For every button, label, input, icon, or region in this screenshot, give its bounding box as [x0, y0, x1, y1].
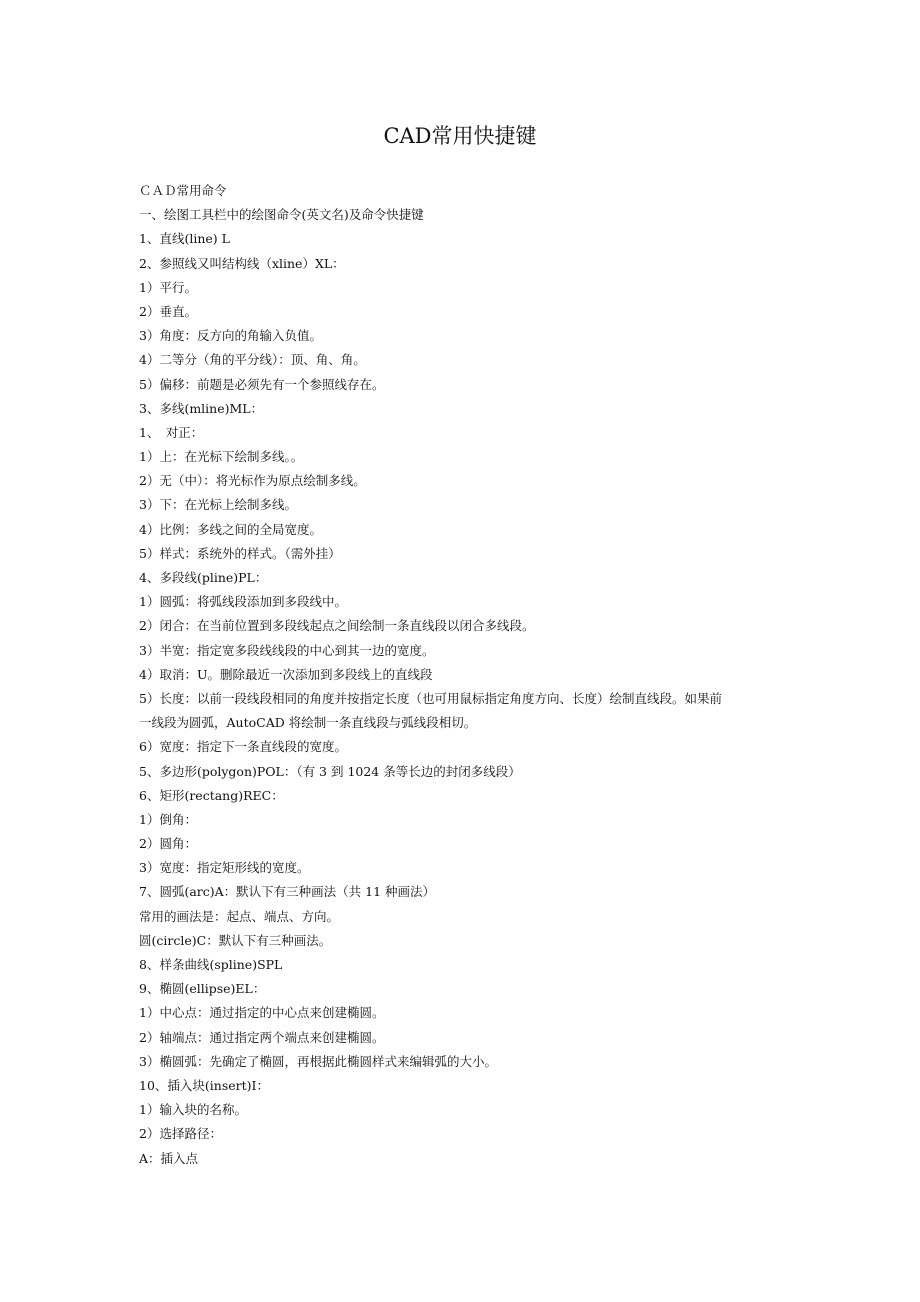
text-line: 2）轴端点：通过指定两个端点来创建椭圆。: [139, 1029, 385, 1045]
text-line: 6）宽度：指定下一条直线段的宽度。: [139, 739, 347, 755]
text-line: 2）无（中）：将光标作为原点绘制多线。: [139, 473, 366, 489]
text-line: 5）长度：以前一段线段相同的角度并按指定长度（也可用鼠标指定角度方向、长度）绘制直线段。如果前: [139, 690, 722, 706]
text-line: 3）半宽：指定宽多段线线段的中心到其一边的宽度。: [139, 642, 435, 658]
text-line: 4）比例：多线之间的全局宽度。: [139, 521, 322, 537]
document-body: [139, 179, 799, 1171]
text-line: 7、圆弧(arc)A：默认下有三种画法（共 11 种画法）: [139, 884, 436, 900]
text-line: 2）圆角：: [139, 836, 197, 852]
text-line: 5）样式：系统外的样式。（需外挂）: [139, 545, 341, 561]
text-line: 1）上：在光标下绘制多线。。: [139, 449, 304, 465]
document-title: CAD常用快捷键: [383, 124, 537, 148]
text-line: ＣＡＤ常用命令: [139, 183, 227, 198]
text-line: 2）垂直。: [139, 303, 197, 319]
text-line: 1、 对正：: [139, 424, 204, 440]
text-line: 8、样条曲线(spline)SPL: [139, 957, 283, 972]
text-line: 9、椭圆(ellipse)EL：: [139, 981, 266, 997]
text-line: 2、参照线又叫结构线（xline）XL：: [139, 255, 345, 271]
text-line: 10、插入块(insert)I：: [139, 1077, 269, 1093]
text-line: 5、多边形(polygon)POL：（有 3 到 1024 条等长边的封闭多线段）: [139, 763, 521, 779]
text-line: 常用的画法是：起点、端点、方向。: [139, 908, 340, 924]
text-line: 3）宽度：指定矩形线的宽度。: [139, 860, 310, 876]
text-line: 1）中心点：通过指定的中心点来创建椭圆。: [139, 1005, 385, 1021]
text-line: 1）圆弧：将弧线段添加到多段线中。: [139, 594, 347, 610]
text-line: 1）倒角：: [139, 811, 197, 827]
text-line: 6、矩形(rectang)REC：: [139, 787, 284, 803]
text-line: 圆(circle)C：默认下有三种画法。: [139, 932, 332, 948]
text-line: 4）二等分（角的平分线）：顶、角、角。: [139, 352, 366, 368]
text-line: 5）偏移：前题是必须先有一个参照线存在。: [139, 376, 385, 392]
text-line: 3）椭圆弧：先确定了椭圆，再根据此椭圆样式来编辑弧的大小。: [139, 1053, 497, 1069]
text-line: 1、直线(line) L: [139, 231, 230, 247]
text-line: 3、多线(mline)ML：: [139, 400, 264, 416]
text-line: 3）角度：反方向的角输入负值。: [139, 328, 322, 344]
text-line: 一、绘图工具栏中的绘图命令(英文名)及命令快捷键: [139, 207, 424, 223]
text-line: 一线段为圆弧，AutoCAD 将绘制一条直线段与弧线段相切。: [139, 715, 477, 731]
text-line: 3）下：在光标上绘制多线。: [139, 497, 297, 513]
text-line: 2）选择路径：: [139, 1126, 222, 1142]
text-line: 1）输入块的名称。: [139, 1102, 247, 1118]
text-line: 2）闭合：在当前位置到多段线起点之间绘制一条直线段以闭合多线段。: [139, 618, 535, 634]
text-line: 1）平行。: [139, 279, 197, 295]
text-line: 4）取消：U。删除最近一次添加到多段线上的直线段: [139, 666, 433, 682]
text-line: A：插入点: [139, 1150, 199, 1166]
text-line: 4、多段线(pline)PL：: [139, 570, 268, 585]
